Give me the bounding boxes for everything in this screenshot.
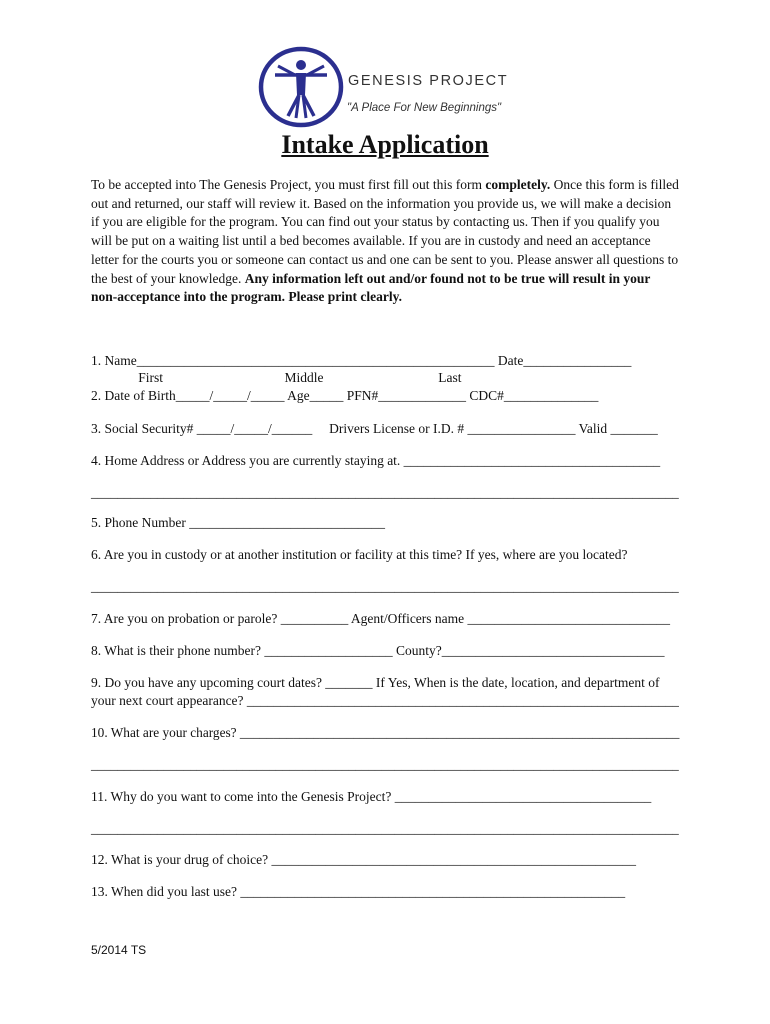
intro-text-1: To be accepted into The Genesis Project, you must first fill out this form	[91, 177, 486, 192]
field-charges[interactable]: 10. What are your charges? __________________________________________________________________	[91, 725, 680, 740]
vitruvian-man-icon	[258, 44, 344, 130]
field-home-address[interactable]: 4. Home Address or Address you are currently staying at. ______________________________________	[91, 453, 661, 468]
intro-bold-1: completely.	[485, 177, 551, 192]
field-probation-agent[interactable]: 7. Are you on probation or parole? __________ Agent/Officers name ______________________________	[91, 611, 671, 626]
logo-name: GENESIS PROJECT	[348, 73, 509, 89]
intro-bold-2: Any information left out and/or found not to be true will result in your non-acceptance into the program. Please print clearly.	[91, 270, 651, 305]
field-court-dates[interactable]: 9. Do you have any upcoming court dates? _______ If Yes, When is the date, location, and department of	[91, 675, 660, 690]
field-phone-number[interactable]: 5. Phone Number _____________________________	[91, 515, 385, 530]
field-name-sublabels: First Middle Last	[91, 370, 462, 385]
field-reason[interactable]: 11. Why do you want to come into the Genesis Project? ______________________________________	[91, 789, 652, 804]
field-ssn-license[interactable]: 3. Social Security# _____/_____/______ Drivers License or I.D. # ________________ Valid _______	[91, 421, 658, 436]
intro-paragraph	[91, 176, 679, 307]
field-home-address-line[interactable]: _________________________________________________________________________________________	[91, 485, 679, 500]
field-last-use[interactable]: 13. When did you last use? _________________________________________________________	[91, 884, 626, 899]
page-title: Intake Application	[281, 130, 489, 159]
field-charges-line[interactable]: _________________________________________________________________________________________	[91, 757, 679, 772]
field-drug-of-choice[interactable]: 12. What is your drug of choice? ______________________________________________________	[91, 852, 636, 867]
footer-revision: 5/2014 TS	[91, 943, 147, 957]
field-reason-line[interactable]: _________________________________________________________________________________________	[91, 821, 679, 836]
logo-tagline: "A Place For New Beginnings"	[347, 102, 502, 114]
field-agent-phone-county[interactable]: 8. What is their phone number? ___________________ County?_________________________________	[91, 643, 665, 658]
field-custody-line[interactable]: _________________________________________________________________________________________	[91, 579, 679, 594]
field-court-appearance[interactable]: your next court appearance? ________________________________________________________________	[91, 693, 679, 708]
field-name[interactable]: 1. Name_____________________________________________________ Date________________	[91, 353, 632, 368]
genesis-project-logo	[258, 44, 528, 134]
field-dob-age-pfn-cdc[interactable]: 2. Date of Birth_____/_____/_____ Age_____ PFN#_____________ CDC#______________	[91, 388, 599, 403]
intro-text-2: Once this form is filled out and returned, our staff will review it. Based on the information you provide us, we will make a decision if you are eligible for the program. You can find out your status by contacting us. Then if you qualify you will be put on a waiting list until a bed becomes available. If you are in custody and need an acceptance letter for the courts you or someone can contact us and one can be sent to you. Please answer all questions to the best of your knowledge.	[91, 177, 679, 286]
field-custody-question: 6. Are you in custody or at another institution or facility at this time? If yes, where are you located?	[91, 547, 628, 562]
